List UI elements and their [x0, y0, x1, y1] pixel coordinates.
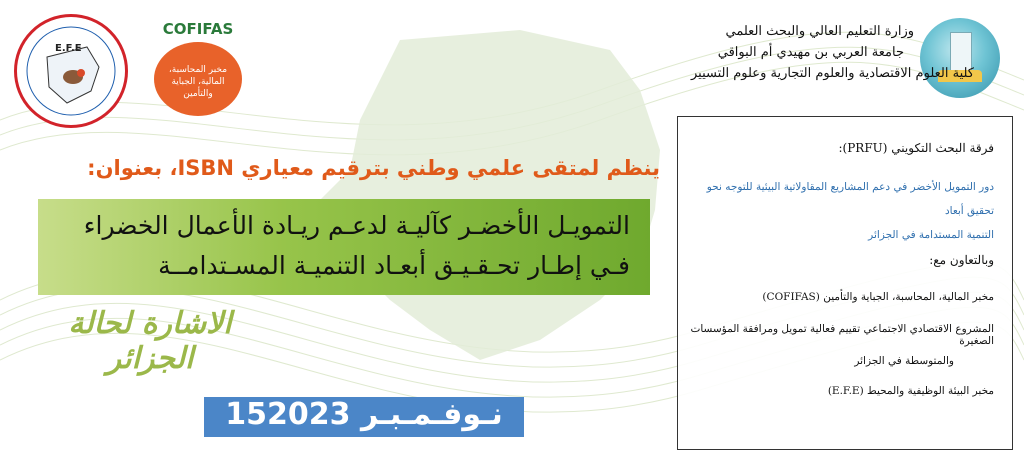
- cofifas-subtitle: مخبر المحاسبة، المالية، الجباية والتأمين: [168, 65, 228, 99]
- cofifas-logo: [150, 20, 246, 116]
- team-label: فرقة البحث التكويني (PRFU):: [838, 141, 994, 155]
- date-box: [204, 397, 524, 437]
- team-description-line-2: التنمية المستدامة في الجزائر: [868, 229, 994, 241]
- team-description: [694, 175, 994, 247]
- ministry-line: وزارة التعليم العالي والبحث العلمي: [725, 24, 914, 39]
- faculty-line: كلية العلوم الاقتصادية والعلوم التجارية وعلوم التسيير: [691, 66, 974, 81]
- title-line-2: فـي إطـار تحـقـيـق أبعـاد التنميـة المسـتدامــة: [158, 251, 630, 280]
- title-banner: [38, 199, 650, 295]
- title-line-1: التمويـل الأخضـر كآليـة لدعـم ريـادة الأعمال الخضراء: [83, 211, 630, 240]
- university-line: جامعة العربي بن مهيدي أم البواقي: [717, 45, 904, 60]
- cooperation-item-project-cont: والمتوسطة في الجزائر: [854, 355, 954, 367]
- institution-header: [534, 24, 974, 81]
- event-date: 15نـوفـمـبـر 2023: [225, 397, 503, 432]
- cooperation-item-project: المشروع الاقتصادي الاجتماعي تقييم فعالية تمويل ومرافقة المؤسسات الصغيرة: [690, 323, 994, 347]
- efe-abbr: E.F.E: [55, 43, 82, 54]
- organize-heading: ينظم لمتقى علمي وطني بترقيم معياري ISBN، بعنوان:: [87, 156, 660, 180]
- team-description-line-1: دور التمويل الأخضر في دعم المشاريع المقاولاتية البيئية للتوجه نحو تحقيق أبعاد: [706, 181, 994, 217]
- cooperation-item-cofifas: مخبر المالية، المحاسبة، الجباية والتأمين (COFIFAS): [762, 291, 994, 303]
- cooperation-label: وبالتعاون مع:: [929, 253, 994, 267]
- university-logo: [920, 18, 1000, 98]
- cofifas-name: COFIFAS: [162, 20, 234, 38]
- efe-lab-logo: [14, 14, 128, 128]
- cooperation-item-efe: مخبر البيئة الوظيفية والمحيط (E.F.E): [827, 385, 994, 397]
- case-study-subtitle: الاشارة لحالة الجزائر: [68, 306, 232, 376]
- organizers-panel: [677, 116, 1013, 450]
